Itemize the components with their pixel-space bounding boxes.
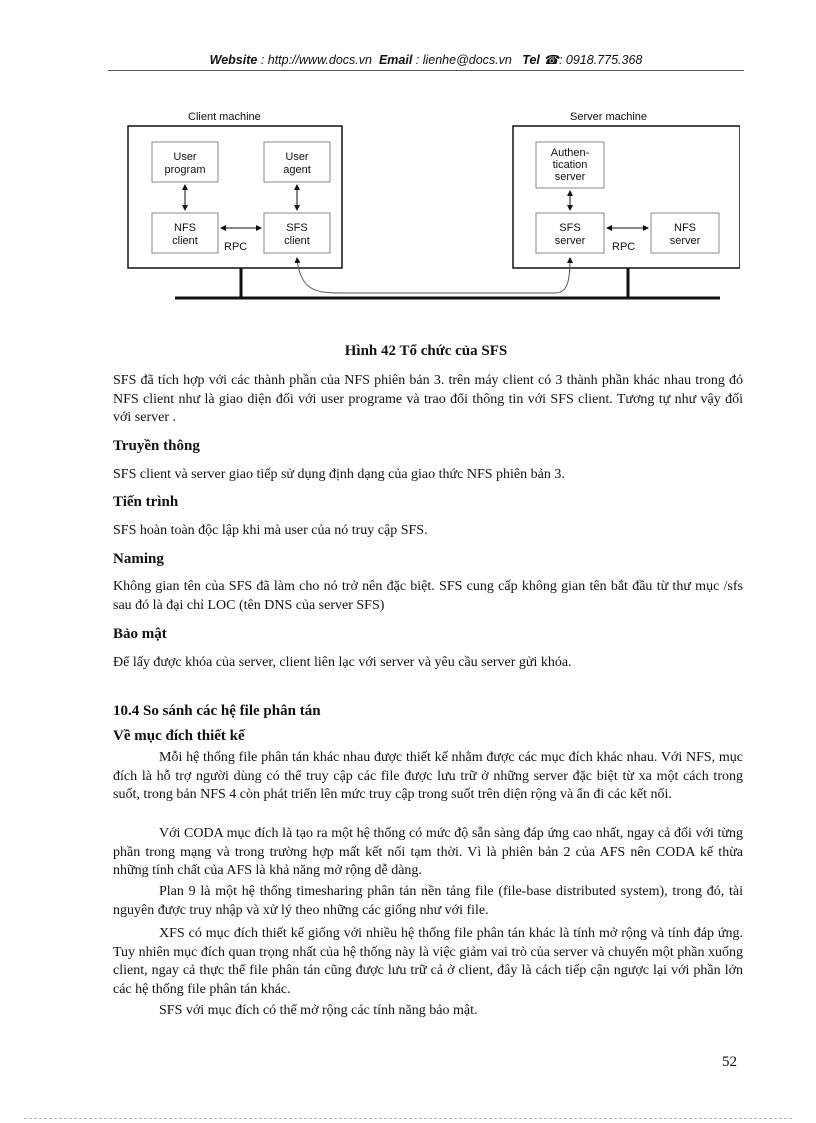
nfs-server-label-1: NFS: [674, 222, 696, 234]
design-paragraph: Plan 9 là một hệ thống timesharing phân tán nền tảng file (file-base distributed system), trong đó, tài nguyên được truy nhập và xử lý theo những các giống như với file.: [113, 884, 743, 918]
email-value: : lienhe@docs.vn: [415, 53, 512, 67]
section-10-4-subtitle: Về mục đích thiết kế: [113, 728, 245, 744]
auth-server-label-3: server: [554, 171, 586, 183]
header-divider: [108, 70, 744, 71]
website-value: : http://www.docs.vn: [260, 53, 372, 67]
email-label: Email: [378, 53, 413, 67]
page-number: 52: [722, 1054, 737, 1070]
section-heading: Truyền thông: [113, 438, 200, 454]
auth-server-label-1: Authen-: [550, 147, 590, 159]
design-paragraph: Với CODA mục đích là tạo ra một hệ thống có mức độ sẵn sàng đáp ứng cao nhất, ngay cả đối với từng phần trong mạng và trong trường hợp mất kết nối tạm thời. Vì là phiên bản 2 của AFS nên CODA kế thừa những tính chất của AFS là khả năng mở rộng dễ dàng.: [113, 826, 743, 878]
auth-server-label-2: tication: [552, 159, 588, 171]
user-program-label-2: program: [164, 164, 206, 176]
section-text: SFS client và server giao tiếp sử dụng định dạng của giao thức NFS phiên bản 3.: [113, 467, 565, 482]
nfs-client-label-1: NFS: [174, 222, 196, 234]
telephone-icon: ☎: [543, 53, 559, 67]
section-heading: Naming: [113, 551, 164, 567]
website-label: Website: [209, 53, 258, 67]
design-paragraph: Mỗi hệ thống file phân tán khác nhau được thiết kế nhằm được các mục đích khác nhau. Với NFS, mục đích là hỗ trợ người dùng có thể truy cập các file được lưu trữ ở những server đặc biệt từ xa một cách trong suốt, trong bản NFS 4 còn phát triển lên mức truy cập trong suốt trên diện rộng và ẩn đi các kết nối.: [113, 750, 743, 802]
page-bottom-border: [24, 1118, 792, 1119]
nfs-server-label-2: server: [669, 235, 701, 247]
sfs-server-label-2: server: [554, 235, 586, 247]
user-program-label-1: User: [173, 151, 197, 163]
sfs-client-label-1: SFS: [286, 222, 308, 234]
design-paragraph: XFS có mục đích thiết kế giống với nhiều hệ thống file phân tán khác là tính mở rộng và tính đáp ứng. Tuy nhiên mục đích quan trọng nhất của hệ thống này là việc giảm vai trò của server và chuyển một phần xuống client, ngay cả thực thể file phân tán cũng được lưu trữ cả ở client, đây là cách tiếp cận ngược lại với phần lớn các hệ thống file phân tán khác.: [113, 926, 743, 997]
section-text: SFS hoàn toàn độc lập khi mà user của nó truy cập SFS.: [113, 523, 428, 538]
user-agent-label-1: User: [285, 151, 309, 163]
section-text: Để lấy được khóa của server, client liên lạc với server và yêu cầu server gửi khóa.: [113, 655, 572, 670]
sfs-client-label-2: client: [284, 235, 310, 247]
sfs-organization-diagram: [100, 100, 740, 310]
nfs-client-label-2: client: [172, 235, 198, 247]
user-agent-label-2: agent: [283, 164, 311, 176]
section-heading: Bảo mật: [113, 626, 167, 642]
client-machine-title: Client machine: [188, 111, 261, 123]
design-paragraph: SFS với mục đích có thể mở rộng các tính năng bảo mật.: [159, 1003, 478, 1018]
figure-caption: Hình 42 Tổ chức của SFS: [344, 343, 508, 359]
section-heading: Tiến trình: [113, 494, 179, 510]
tel-value: : 0918.775.368: [558, 53, 643, 67]
section-text: Không gian tên của SFS đã làm cho nó trở nên đặc biệt. SFS cung cấp không gian tên bắt đầu từ thư mục /sfs sau đó là đại chỉ LOC (tên DNS của server SFS): [113, 579, 743, 613]
sfs-server-label-1: SFS: [559, 222, 581, 234]
tel-label: Tel: [522, 53, 540, 67]
sfs-connection-curve: [297, 258, 570, 293]
section-10-4-title: 10.4 So sánh các hệ file phân tán: [113, 703, 321, 719]
server-machine-title: Server machine: [570, 111, 648, 123]
intro-paragraph: SFS đã tích hợp với các thành phần của NFS phiên bản 3. trên máy client có 3 thành phần khác nhau trong đó NFS client như là giao diện đối với user programe và trao đổi thông tin với SFS client. Tương tự như vậy đối với server .: [113, 373, 743, 425]
rpc-client-label: RPC: [224, 241, 248, 253]
page-header: [108, 52, 744, 70]
rpc-server-label: RPC: [612, 241, 636, 253]
